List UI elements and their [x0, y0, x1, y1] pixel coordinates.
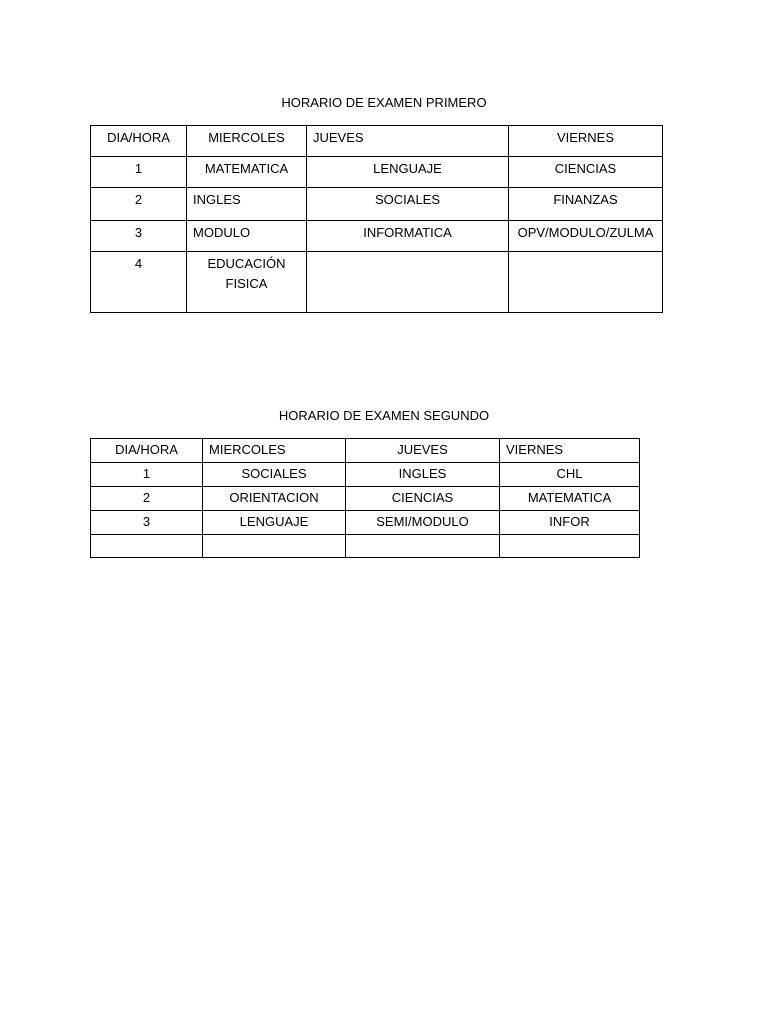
schedule2-table	[90, 438, 640, 558]
table-cell: 3	[91, 511, 203, 535]
table-cell: SOCIALES	[307, 188, 509, 221]
table-cell: LENGUAJE	[203, 511, 346, 535]
table-cell: CIENCIAS	[509, 157, 663, 188]
table-cell: INGLES	[187, 188, 307, 221]
table-cell: OPV/MODULO/ZULMA	[509, 221, 663, 252]
schedule1-title: HORARIO DE EXAMEN PRIMERO	[281, 95, 487, 110]
table-cell: INFORMATICA	[307, 221, 509, 252]
table-cell: INFOR	[500, 511, 640, 535]
schedule1-table	[90, 125, 663, 313]
table-cell: CHL	[500, 463, 640, 487]
header-cell-dia-hora: DIA/HORA	[91, 126, 187, 157]
table-row	[91, 252, 663, 313]
table-cell	[203, 535, 346, 558]
table-cell: MATEMATICA	[187, 157, 307, 188]
table-cell: CIENCIAS	[346, 487, 500, 511]
table-row	[91, 157, 663, 188]
table-cell: EDUCACIÓN FISICA	[187, 252, 307, 313]
table-cell: 4	[91, 252, 187, 313]
table-cell: 1	[91, 463, 203, 487]
table-cell: ORIENTACION	[203, 487, 346, 511]
header-cell-dia-hora: DIA/HORA	[91, 439, 203, 463]
header-cell-jueves: JUEVES	[346, 439, 500, 463]
header-cell-viernes: VIERNES	[509, 126, 663, 157]
header-cell-miercoles: MIERCOLES	[187, 126, 307, 157]
table-row	[91, 535, 640, 558]
table-cell	[307, 252, 509, 313]
schedule2-title: HORARIO DE EXAMEN SEGUNDO	[278, 408, 490, 423]
table-cell	[346, 535, 500, 558]
table-row	[91, 463, 640, 487]
table-row	[91, 511, 640, 535]
table-cell	[509, 252, 663, 313]
table-cell: 3	[91, 221, 187, 252]
table-row	[91, 487, 640, 511]
table-cell: INGLES	[346, 463, 500, 487]
table-header-row	[91, 126, 663, 157]
table-cell: FINANZAS	[509, 188, 663, 221]
table-cell	[500, 535, 640, 558]
table-row	[91, 188, 663, 221]
table-cell: MATEMATICA	[500, 487, 640, 511]
table-cell: 2	[91, 487, 203, 511]
table-cell: LENGUAJE	[307, 157, 509, 188]
table-header-row	[91, 439, 640, 463]
table-cell: SOCIALES	[203, 463, 346, 487]
header-cell-miercoles: MIERCOLES	[203, 439, 346, 463]
table-cell: MODULO	[187, 221, 307, 252]
header-cell-jueves: JUEVES	[307, 126, 509, 157]
table-cell: 2	[91, 188, 187, 221]
table-row	[91, 221, 663, 252]
table-cell: SEMI/MODULO	[346, 511, 500, 535]
table-cell: 1	[91, 157, 187, 188]
header-cell-viernes: VIERNES	[500, 439, 640, 463]
table-cell	[91, 535, 203, 558]
